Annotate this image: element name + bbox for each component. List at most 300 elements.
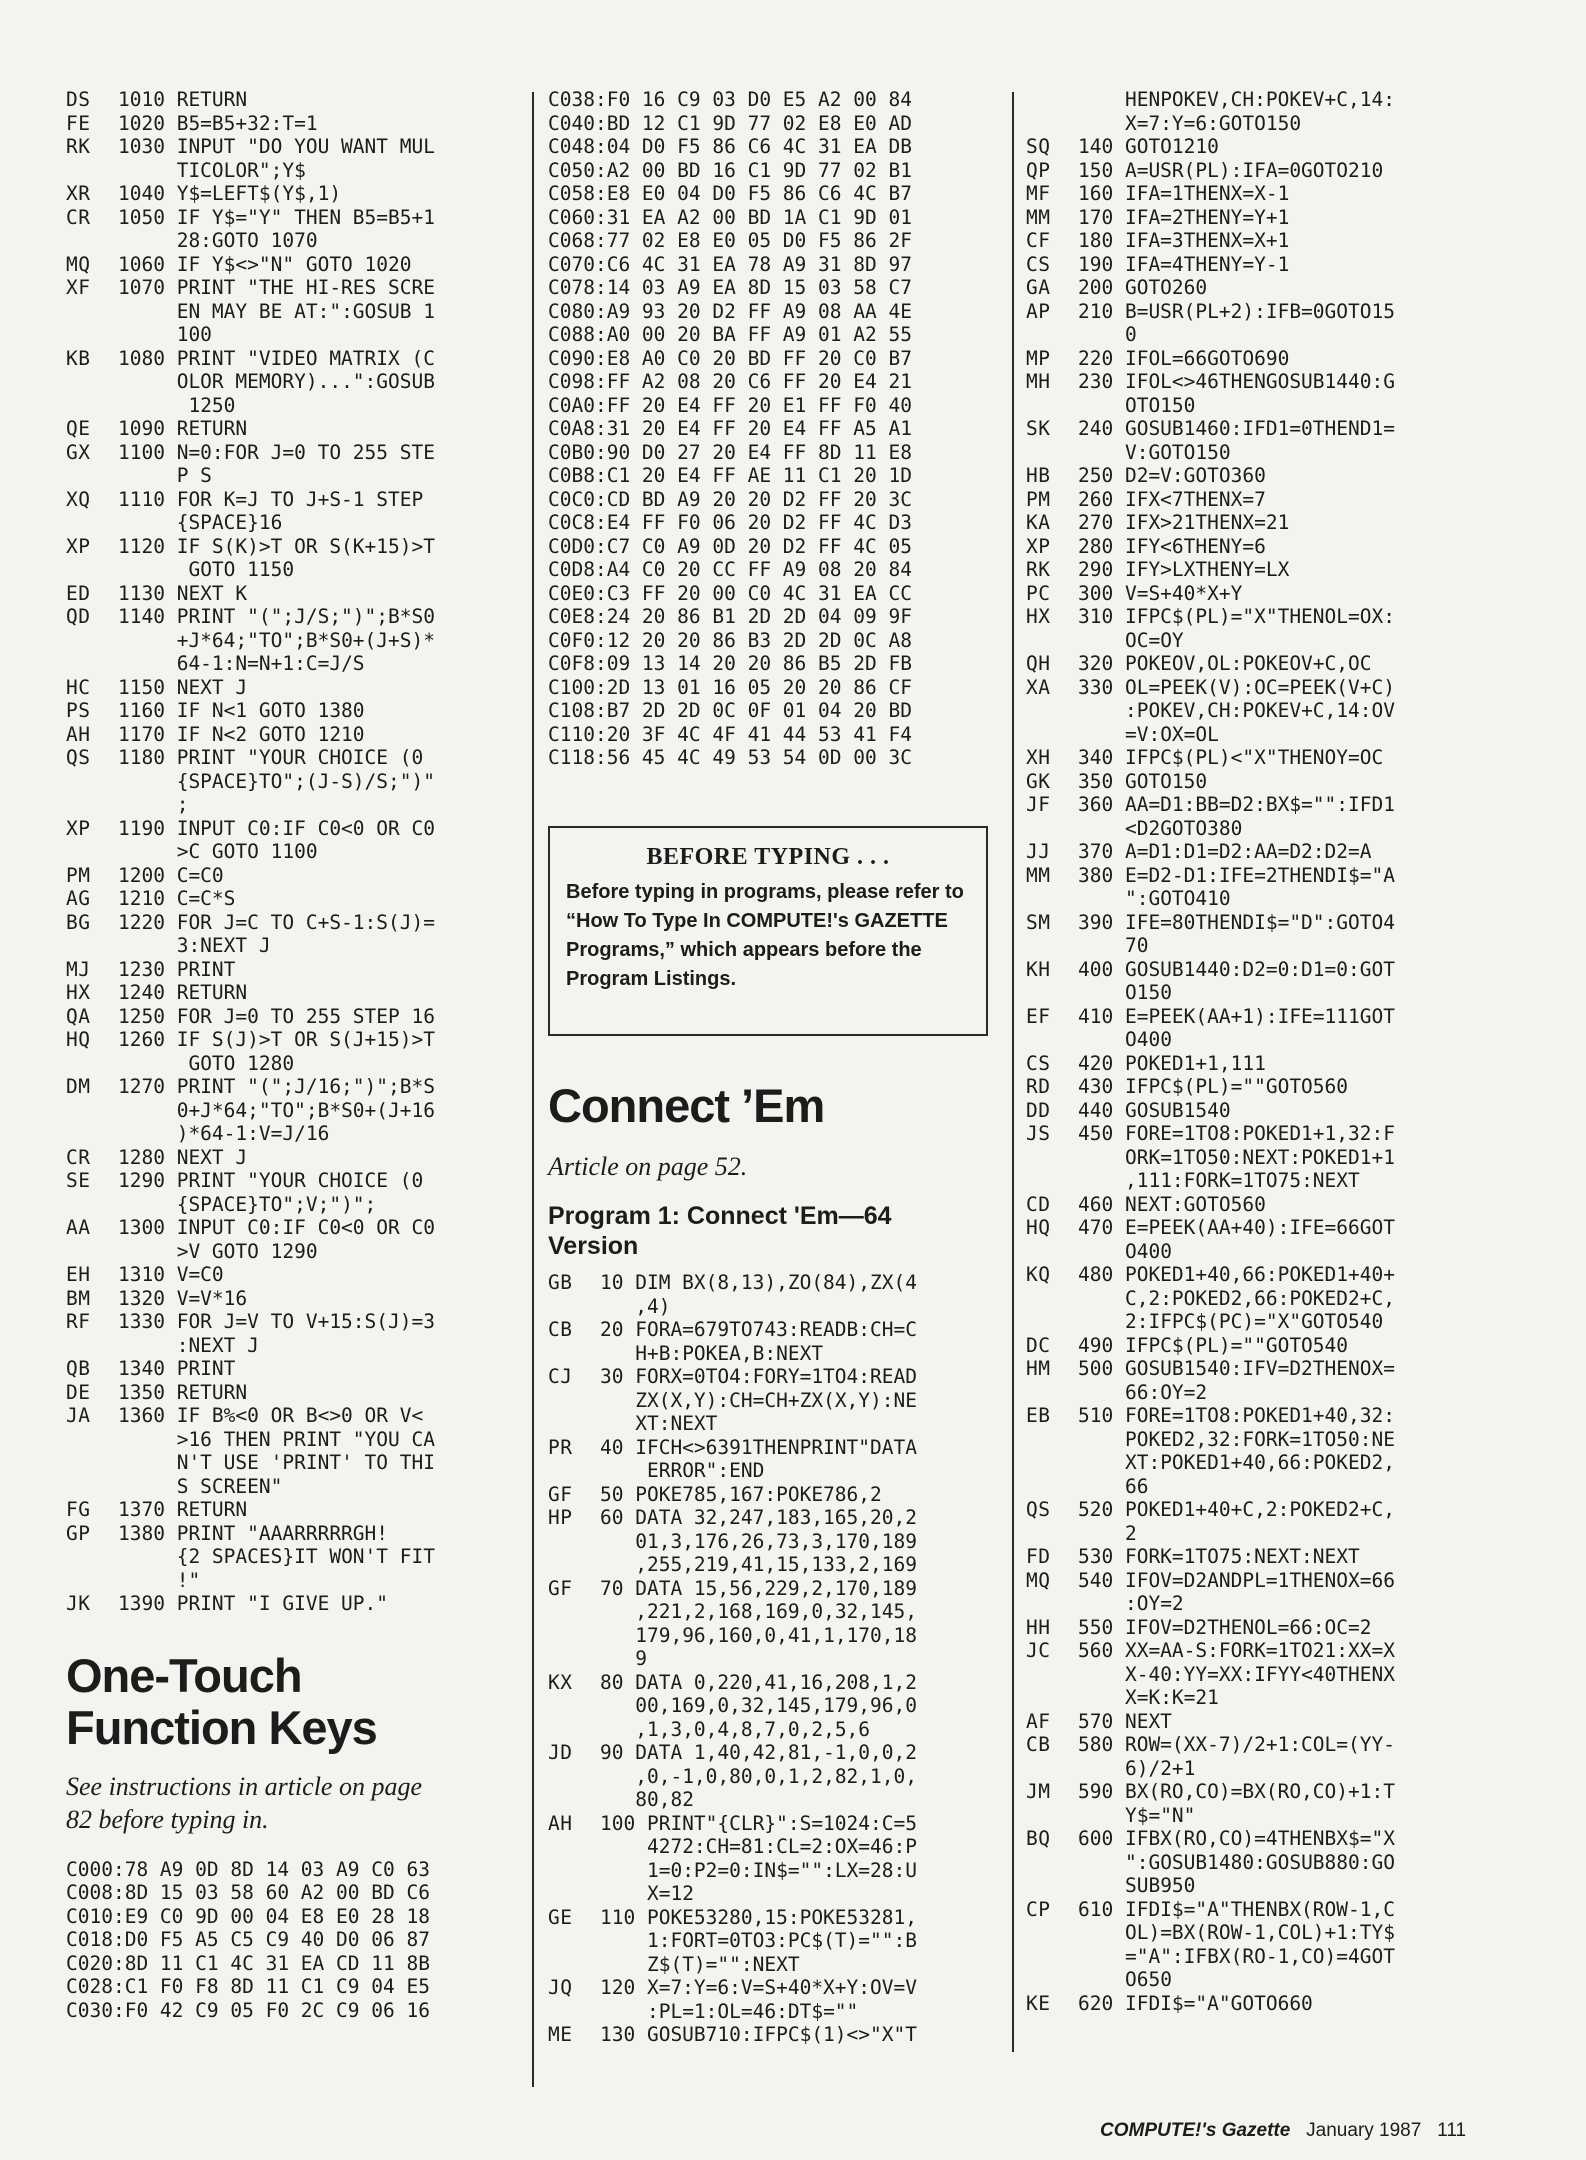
listing-line — [66, 1028, 524, 1075]
listing-line — [1026, 958, 1526, 1005]
listing-line — [1026, 1710, 1526, 1734]
checksum-code: DM — [66, 1075, 91, 1098]
code-text: 80 DATA 0,220,41,16,208,1,2 00,169,0,32,145,179,96,0 ,1,3,0,4,8,7,0,2,5,6 — [600, 1670, 917, 1741]
listing-line — [548, 1506, 1000, 1577]
checksum-code: MP — [1026, 346, 1051, 370]
code-text: 360 AA=D1:BB=D2:BX$="":IFD1 <D2GOTO380 — [1078, 793, 1395, 840]
code-text: 120 X=7:Y=6:V=S+40*X+Y:OV=V :PL=1:OL=46:DT$="" — [600, 1976, 917, 2023]
code-text: 610 IFDI$="A"THENBX(ROW-1,C OL)=BX(ROW-1,COL)+1:TY$ ="A":IFBX(RO-1,CO)=4GOT O650 — [1078, 1897, 1395, 1991]
checksum-code: QS — [66, 746, 91, 769]
code-text: 210 B=USR(PL+2):IFB=0GOTO15 0 — [1078, 299, 1395, 346]
code-text: 1240 RETURN — [118, 981, 248, 1004]
listing-line — [66, 88, 524, 112]
listing-line — [1026, 1357, 1526, 1404]
checksum-code: FE — [66, 111, 91, 135]
code-text: 440 GOSUB1540 — [1078, 1098, 1231, 1122]
checksum-code: AP — [1026, 299, 1051, 323]
code-text: 490 IFPC$(PL)=""GOTO540 — [1078, 1333, 1349, 1357]
code-text: 540 IFOV=D2ANDPL=1THENOX=66 :OY=2 — [1078, 1568, 1395, 1615]
checksum-code: PM — [1026, 487, 1051, 511]
checksum-code: MM — [1026, 205, 1051, 229]
code-text: 1030 INPUT "DO YOU WANT MUL TICOLOR";Y$ — [118, 135, 435, 182]
code-text: 450 FORE=1TO8:POKED1+1,32:F ORK=1TO50:NEXT:POKED1+1 ,111:FORK=1TO75:NEXT — [1078, 1122, 1395, 1192]
code-text: 60 DATA 32,247,183,165,20,2 01,3,176,26,73,3,170,189 ,255,219,41,15,133,2,169 — [600, 1506, 917, 1576]
code-text: 1020 B5=B5+32:T=1 — [118, 111, 318, 135]
code-text: 1270 PRINT "(";J/16;")";B*S 0+J*64;"TO";B*S0+(J+16 )*64-1:V=J/16 — [118, 1075, 435, 1145]
checksum-code: QP — [1026, 158, 1051, 182]
code-text: 20 FORA=679TO743:READB:CH=C H+B:POKEA,B:NEXT — [600, 1318, 917, 1365]
listing-line — [66, 488, 524, 535]
code-text: 370 A=D1:D1=D2:AA=D2:D2=A — [1078, 840, 1372, 863]
code-text: 1370 RETURN — [118, 1498, 248, 1521]
listing-line — [1026, 511, 1526, 535]
listing-line — [548, 1976, 1000, 2023]
column-1 — [66, 88, 524, 2022]
checksum-code: PS — [66, 699, 91, 722]
checksum-code: QE — [66, 417, 91, 440]
listing-line — [1026, 864, 1526, 911]
listing-line — [1026, 464, 1526, 488]
before-typing-text: Before typing in programs, please refer to “How To Type In COMPUTE!'s GAZETTE Programs,” which appears before the Program Listings. — [566, 881, 964, 990]
code-text: 410 E=PEEK(AA+1):IFE=111GOT O400 — [1078, 1004, 1395, 1051]
hex-line: C050:A2 00 BD 16 C1 9D 77 02 B1 — [548, 158, 912, 182]
code-text: 1220 FOR J=C TO C+S-1:S(J)= 3:NEXT J — [118, 910, 435, 957]
checksum-code: XF — [66, 276, 91, 299]
listing-line — [1026, 1404, 1526, 1498]
code-text: 620 IFDI$="A"GOTO660 — [1078, 1991, 1313, 2015]
checksum-code: AA — [66, 1216, 91, 1239]
listing-line — [66, 1498, 524, 1522]
listing-line — [1026, 347, 1526, 371]
listing-line — [66, 1287, 524, 1311]
checksum-code: CS — [1026, 1051, 1051, 1075]
listing-line — [1026, 253, 1526, 277]
listing-line — [66, 112, 524, 136]
section-title-connect-em: Connect ’Em — [548, 1079, 825, 1132]
checksum-code: JD — [548, 1741, 573, 1764]
listing-line — [1026, 1075, 1526, 1099]
hex-line: C0A0:FF 20 E4 FF 20 E1 FF F0 40 — [548, 393, 912, 417]
hex-line: C0F0:12 20 20 86 B3 2D 2D 0C A8 — [548, 628, 912, 652]
code-text: HENPOKEV,CH:POKEV+C,14: X=7:Y=6:GOTO150 — [1124, 88, 1395, 135]
checksum-code: HQ — [1026, 1216, 1051, 1239]
checksum-code: MQ — [1026, 1568, 1051, 1592]
listing-line — [66, 605, 524, 676]
code-text: 570 NEXT — [1078, 1709, 1172, 1733]
footer-page-number: 111 — [1437, 2120, 1467, 2141]
code-text: 1230 PRINT — [118, 957, 236, 981]
listing-line — [66, 582, 524, 606]
listing-line — [66, 182, 524, 206]
checksum-code: HB — [1026, 464, 1051, 487]
hex-line: C0A8:31 20 E4 FF 20 E4 FF A5 A1 — [548, 417, 912, 440]
checksum-code: GF — [548, 1482, 573, 1506]
listing-line — [1026, 1780, 1526, 1827]
listing-line — [1026, 1216, 1526, 1263]
listing-line — [1026, 840, 1526, 864]
checksum-code: HP — [548, 1506, 573, 1529]
listing-line — [66, 535, 524, 582]
hex-line: C040:BD 12 C1 9D 77 02 E8 E0 AD — [548, 111, 912, 135]
checksum-code: JQ — [548, 1976, 573, 1999]
checksum-code: JM — [1026, 1780, 1051, 1803]
code-text: 1350 RETURN — [118, 1380, 248, 1404]
code-text: 560 XX=AA-S:FORK=1TO21:XX=X X-40:YY=XX:IFYY<40THENX X=K:K=21 — [1078, 1639, 1395, 1709]
code-text: 220 IFOL=66GOTO690 — [1078, 346, 1290, 370]
hex-line: C0F8:09 13 14 20 20 86 B5 2D FB — [548, 652, 912, 675]
checksum-code: XA — [1026, 675, 1051, 699]
listing-line — [1026, 652, 1526, 676]
code-text: 280 IFY<6THENY=6 — [1078, 534, 1266, 558]
checksum-code: CR — [66, 1145, 91, 1169]
code-text: 1190 INPUT C0:IF C0<0 OR C0 >C GOTO 1100 — [118, 816, 435, 863]
listing-line — [66, 1169, 524, 1216]
checksum-code: MJ — [66, 957, 91, 981]
code-text: 1210 C=C*S — [118, 887, 236, 910]
checksum-code: XR — [66, 182, 91, 205]
checksum-code: HX — [66, 981, 91, 1004]
checksum-code: KQ — [1026, 1263, 1051, 1286]
checksum-code: EF — [1026, 1004, 1051, 1028]
listing-line — [66, 911, 524, 958]
checksum-code: CR — [66, 205, 91, 229]
column-2 — [548, 88, 1000, 770]
listing-line — [548, 1318, 1000, 1365]
hex-line: C038:F0 16 C9 03 D0 E5 A2 00 84 — [548, 88, 912, 111]
checksum-code: JJ — [1026, 840, 1051, 863]
checksum-code: SE — [66, 1169, 91, 1192]
code-text: 1080 PRINT "VIDEO MATRIX (C OLOR MEMORY)...":GOSUB 1250 — [118, 346, 435, 417]
checksum-code: XQ — [66, 487, 91, 511]
checksum-code: GA — [1026, 276, 1051, 299]
code-text: 1260 IF S(J)>T OR S(J+15)>T GOTO 1280 — [118, 1028, 435, 1075]
hex-line: C070:C6 4C 31 EA 78 A9 31 8D 97 — [548, 252, 912, 276]
checksum-code: AH — [548, 1811, 573, 1835]
checksum-code: QH — [1026, 652, 1051, 675]
code-text: 110 POKE53280,15:POKE53281, 1:FORT=0TO3:PC$(T)="":B Z$(T)="":NEXT — [600, 1905, 917, 1976]
listing-line — [66, 1522, 524, 1593]
checksum-code: MH — [1026, 370, 1051, 393]
checksum-code — [1026, 88, 1078, 135]
code-text: 1160 IF N<1 GOTO 1380 — [118, 699, 365, 722]
checksum-code: CJ — [548, 1365, 573, 1388]
checksum-code: RD — [1026, 1075, 1051, 1098]
hex-line: C058:E8 E0 04 D0 F5 86 C6 4C B7 — [548, 182, 912, 205]
code-text: 170 IFA=2THENY=Y+1 — [1078, 205, 1290, 229]
code-text: 90 DATA 1,40,42,81,-1,0,0,2 ,0,-1,0,80,0,1,2,82,1,0, 80,82 — [600, 1741, 917, 1811]
checksum-code: HM — [1026, 1357, 1051, 1380]
hex-line: C048:04 D0 F5 86 C6 4C 31 EA DB — [548, 135, 912, 158]
checksum-code: GF — [548, 1576, 573, 1600]
checksum-code: XH — [1026, 746, 1051, 769]
checksum-code: SK — [1026, 417, 1051, 440]
code-text: 140 GOTO1210 — [1078, 135, 1219, 158]
code-text: 270 IFX>21THENX=21 — [1078, 511, 1290, 534]
listing-line — [1026, 276, 1526, 300]
hex-line: C0B8:C1 20 E4 FF AE 11 C1 20 1D — [548, 464, 912, 487]
checksum-code: PM — [66, 863, 91, 887]
checksum-code: EH — [66, 1263, 91, 1286]
listing-line — [66, 746, 524, 817]
hex-line: C030:F0 42 C9 05 F0 2C C9 06 16 — [66, 1998, 430, 2022]
listing-line — [1026, 770, 1526, 794]
code-text: 180 IFA=3THENX=X+1 — [1078, 229, 1290, 252]
listing-line — [1026, 746, 1526, 770]
listing-1 — [66, 88, 524, 1616]
code-text: 200 GOTO260 — [1078, 276, 1208, 299]
listing-line — [66, 276, 524, 347]
checksum-code: BQ — [1026, 1827, 1051, 1850]
listing-line — [1026, 1992, 1526, 2016]
code-text: 350 GOTO150 — [1078, 769, 1208, 793]
hex-line: C0E0:C3 FF 20 00 C0 4C 31 EA CC — [548, 581, 912, 605]
listing-line — [66, 253, 524, 277]
code-text: 400 GOSUB1440:D2=0:D1=0:GOT O150 — [1078, 957, 1395, 1004]
checksum-code: KA — [1026, 511, 1051, 534]
listing-line — [548, 1436, 1000, 1483]
listing-line — [66, 1263, 524, 1287]
checksum-code: BM — [66, 1286, 91, 1310]
listing-line — [1026, 370, 1526, 417]
code-text: 300 V=S+40*X+Y — [1078, 581, 1243, 605]
listing-line — [1026, 488, 1526, 512]
listing-line — [66, 1404, 524, 1498]
checksum-code: CP — [1026, 1897, 1051, 1921]
listing-line — [1026, 1122, 1526, 1193]
column-divider — [1012, 92, 1014, 2052]
checksum-code: CF — [1026, 229, 1051, 252]
code-text: 310 IFPC$(PL)="X"THENOL=OX: OC=OY — [1078, 605, 1395, 652]
code-text: 1330 FOR J=V TO V+15:S(J)=3 :NEXT J — [118, 1310, 435, 1357]
hex-line: C0D0:C7 C0 A9 0D 20 D2 FF 4C 05 — [548, 534, 912, 558]
code-text: 1170 IF N<2 GOTO 1210 — [118, 722, 365, 746]
checksum-code: GP — [66, 1521, 91, 1545]
code-text: 1150 NEXT J — [118, 675, 248, 699]
checksum-code: BG — [66, 910, 91, 934]
listing-line — [1026, 1733, 1526, 1780]
listing-line — [1026, 1193, 1526, 1217]
checksum-code: HH — [1026, 1615, 1051, 1639]
code-text: 1290 PRINT "YOUR CHOICE (0 {SPACE}TO";V;")"; — [118, 1169, 424, 1216]
listing-line — [66, 1005, 524, 1029]
code-text: 480 POKED1+40,66:POKED1+40+ C,2:POKED2,66:POKED2+C, 2:IFPC$(PC)="X"GOTO540 — [1078, 1263, 1395, 1333]
listing-line — [1026, 605, 1526, 652]
checksum-code: CS — [1026, 252, 1051, 276]
code-text: 1140 PRINT "(";J/S;")";B*S0 +J*64;"TO";B*S0+(J+S)* 64-1:N=N+1:C=J/S — [118, 605, 435, 675]
hex-line: C018:D0 F5 A5 C5 C9 40 D0 06 87 — [66, 1928, 430, 1951]
code-text: 580 ROW=(XX-7)/2+1:COL=(YY- 6)/2+1 — [1078, 1733, 1395, 1780]
listing-line — [548, 2023, 1000, 2047]
code-text: 1300 INPUT C0:IF C0<0 OR C0 >V GOTO 1290 — [118, 1216, 435, 1263]
checksum-code: CB — [548, 1318, 573, 1341]
listing-line — [1026, 1827, 1526, 1898]
section-intro-connect-em: Article on page 52. — [548, 1152, 748, 1181]
listing-line — [66, 887, 524, 911]
listing-line — [548, 1812, 1000, 1906]
hex-line: C0D8:A4 C0 20 CC FF A9 08 20 84 — [548, 558, 912, 581]
footer-publication: COMPUTE!'s Gazette — [1100, 2120, 1291, 2141]
listing-line — [1026, 1545, 1526, 1569]
hex-line: C108:B7 2D 2D 0C 0F 01 04 20 BD — [548, 699, 912, 722]
listing-line — [1026, 88, 1526, 135]
hex-line: C080:A9 93 20 D2 FF A9 08 AA 4E — [548, 299, 912, 323]
code-text: 1390 PRINT "I GIVE UP." — [118, 1592, 389, 1615]
checksum-code: DS — [66, 88, 91, 111]
checksum-code: PR — [548, 1435, 573, 1459]
checksum-code: RK — [66, 135, 91, 158]
checksum-code: RK — [1026, 558, 1051, 581]
hex-line: C000:78 A9 0D 8D 14 03 A9 C0 63 — [66, 1857, 430, 1881]
code-text: 1360 IF B%<0 OR B<>0 OR V< >16 THEN PRINT "YOU CA N'T USE 'PRINT' TO THI S SCREEN" — [118, 1404, 435, 1498]
column-divider — [532, 92, 534, 2087]
checksum-code: ED — [66, 581, 91, 605]
code-text: 1100 N=0:FOR J=0 TO 255 STE P S — [118, 440, 435, 487]
checksum-code: JF — [1026, 793, 1051, 816]
code-text: 430 IFPC$(PL)=""GOTO560 — [1078, 1075, 1349, 1098]
checksum-code: QB — [66, 1357, 91, 1380]
checksum-code: JK — [66, 1592, 91, 1615]
listing-line — [66, 981, 524, 1005]
code-text: 1310 V=C0 — [118, 1263, 224, 1286]
code-text: 1180 PRINT "YOUR CHOICE (0 {SPACE}TO";(J-S)/S;")" ; — [118, 746, 435, 816]
code-text: 390 IFE=80THENDI$="D":GOTO4 70 — [1078, 910, 1395, 957]
code-text: 500 GOSUB1540:IFV=D2THENOX= 66:OY=2 — [1078, 1357, 1395, 1404]
code-text: 420 POKED1+1,111 — [1078, 1051, 1266, 1075]
listing-line — [1026, 159, 1526, 183]
code-text: 250 D2=V:GOTO360 — [1078, 464, 1266, 487]
code-text: 1040 Y$=LEFT$(Y$,1) — [118, 182, 342, 205]
listing-line — [1026, 1498, 1526, 1545]
hex-line: C100:2D 13 01 16 05 20 20 86 CF — [548, 675, 912, 699]
checksum-code: XP — [1026, 534, 1051, 558]
listing-line — [1026, 1616, 1526, 1640]
hex-line: C078:14 03 A9 EA 8D 15 03 58 C7 — [548, 276, 912, 299]
checksum-code: ME — [548, 2023, 573, 2046]
checksum-code: AG — [66, 887, 91, 910]
checksum-code: CD — [1026, 1192, 1051, 1216]
checksum-code: GX — [66, 440, 91, 464]
checksum-code: JA — [66, 1404, 91, 1427]
hex-listing-2 — [548, 88, 1000, 770]
listing-line — [66, 441, 524, 488]
checksum-code: PC — [1026, 581, 1051, 605]
code-text: 10 DIM BX(8,13),ZO(84),ZX(4 ,4) — [600, 1271, 917, 1318]
listing-line — [1026, 300, 1526, 347]
listing-line — [1026, 229, 1526, 253]
hex-line: C098:FF A2 08 20 C6 FF 20 E4 21 — [548, 370, 912, 393]
listing-line — [1026, 135, 1526, 159]
listing-line — [1026, 1052, 1526, 1076]
listing-line — [66, 417, 524, 441]
listing-line — [66, 1075, 524, 1146]
page-footer — [1100, 2120, 1466, 2142]
checksum-code: EB — [1026, 1404, 1051, 1427]
listing-line — [1026, 1898, 1526, 1992]
hex-line: C118:56 45 4C 49 53 54 0D 00 3C — [548, 746, 912, 769]
checksum-code: KB — [66, 346, 91, 370]
checksum-code: MM — [1026, 863, 1051, 887]
listing-line — [66, 1216, 524, 1263]
code-text: 520 POKED1+40+C,2:POKED2+C, 2 — [1078, 1498, 1395, 1545]
checksum-code: KX — [548, 1670, 573, 1694]
hex-listing-1 — [66, 1858, 524, 2023]
code-text: 1250 FOR J=0 TO 255 STEP 16 — [118, 1004, 435, 1028]
listing-line — [548, 1483, 1000, 1507]
listing-line — [1026, 206, 1526, 230]
listing-line — [1026, 911, 1526, 958]
checksum-code: JC — [1026, 1639, 1051, 1662]
checksum-code: CB — [1026, 1733, 1051, 1756]
hex-line: C060:31 EA A2 00 BD 1A C1 9D 01 — [548, 205, 912, 229]
hex-line: C028:C1 F0 F8 8D 11 C1 C9 04 E5 — [66, 1975, 430, 1998]
hex-line: C110:20 3F 4C 4F 41 44 53 41 F4 — [548, 722, 912, 746]
checksum-code: DE — [66, 1380, 91, 1404]
listing-line — [548, 1671, 1000, 1742]
code-text: 150 A=USR(PL):IFA=0GOTO210 — [1078, 158, 1384, 182]
checksum-code: JS — [1026, 1122, 1051, 1145]
checksum-code: KE — [1026, 1991, 1051, 2015]
hex-line: C0C8:E4 FF F0 06 20 D2 FF 4C D3 — [548, 511, 912, 534]
listing-line — [66, 958, 524, 982]
listing-line — [548, 1365, 1000, 1436]
code-text: 550 IFOV=D2THENOL=66:OC=2 — [1078, 1615, 1372, 1639]
code-text: 190 IFA=4THENY=Y-1 — [1078, 252, 1290, 276]
listing-line — [1026, 582, 1526, 606]
listing-line — [1026, 1099, 1526, 1123]
checksum-code: GB — [548, 1271, 573, 1294]
code-text: 1200 C=C0 — [118, 863, 224, 887]
code-text: 50 POKE785,167:POKE786,2 — [600, 1482, 882, 1506]
code-text: 160 IFA=1THENX=X-1 — [1078, 182, 1290, 205]
listing-line — [548, 1271, 1000, 1318]
checksum-code: XP — [66, 534, 91, 558]
listing-line — [548, 1577, 1000, 1671]
code-text: 100 PRINT"{CLR}":S=1024:C=5 4272:CH=81:CL=2:OX=46:P 1=0:P2=0:IN$="":LX=28:U X=12 — [600, 1811, 917, 1905]
listing-line — [66, 1146, 524, 1170]
checksum-code: HX — [1026, 605, 1051, 628]
listing-line — [1026, 535, 1526, 559]
checksum-code: RF — [66, 1310, 91, 1333]
checksum-code: XP — [66, 816, 91, 840]
listing-line — [1026, 1005, 1526, 1052]
listing-line — [66, 676, 524, 700]
code-text: 340 IFPC$(PL)<"X"THENOY=OC — [1078, 746, 1384, 769]
code-text: 1320 V=V*16 — [118, 1286, 248, 1310]
hex-line: C0C0:CD BD A9 20 20 D2 FF 20 3C — [548, 487, 912, 511]
column-3 — [1026, 88, 1526, 2015]
code-text: 30 FORX=0TO4:FORY=1TO4:READ ZX(X,Y):CH=CH+ZX(X,Y):NE XT:NEXT — [600, 1365, 917, 1435]
code-text: 1280 NEXT J — [118, 1145, 248, 1169]
hex-line: C020:8D 11 C1 4C 31 EA CD 11 8B — [66, 1951, 430, 1975]
checksum-code: DC — [1026, 1333, 1051, 1357]
checksum-code: SQ — [1026, 135, 1051, 158]
listing-line — [1026, 1263, 1526, 1334]
listing-line — [1026, 1639, 1526, 1710]
section-intro-function-keys: See instructions in article on page 82 before typing in. — [66, 1771, 423, 1834]
code-text: 600 IFBX(RO,CO)=4THENBX$="X ":GOSUB1480:GOSUB880:GO SUB950 — [1078, 1827, 1395, 1897]
checksum-code: FG — [66, 1498, 91, 1521]
code-text: 1130 NEXT K — [118, 581, 248, 605]
code-text: 1090 RETURN — [118, 417, 248, 440]
code-text: 230 IFOL<>46THENGOSUB1440:G OTO150 — [1078, 370, 1395, 417]
listing-line — [66, 1310, 524, 1357]
hex-line: C090:E8 A0 C0 20 BD FF 20 C0 B7 — [548, 346, 912, 370]
checksum-code: QD — [66, 605, 91, 628]
before-typing-title: BEFORE TYPING . . . — [646, 844, 890, 870]
listing-2 — [548, 1271, 1000, 2047]
footer-issue: January 1987 — [1306, 2120, 1422, 2141]
listing-line — [1026, 182, 1526, 206]
